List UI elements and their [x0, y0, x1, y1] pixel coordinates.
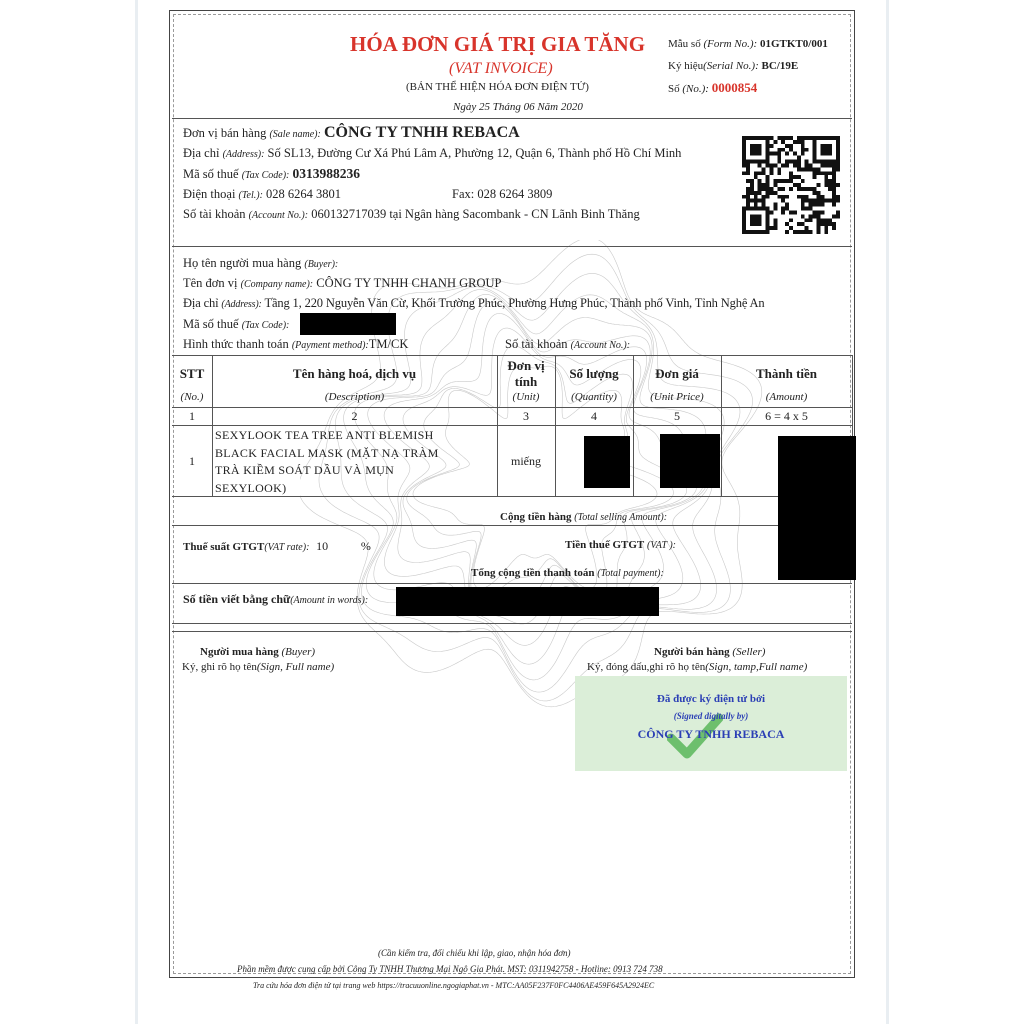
- signed-line1: Đã được ký điện tử bởi: [656, 693, 766, 705]
- buyer-name-row: [183, 256, 338, 271]
- header-stt-en: (No.): [180, 391, 204, 403]
- subtotal-row: [500, 511, 667, 523]
- seller-address-label-en: (Address):: [222, 149, 265, 160]
- table-line: [172, 525, 852, 526]
- item-description: [215, 427, 439, 497]
- subtotal-label: Cộng tiền hàng: [500, 511, 572, 523]
- table-line: [172, 583, 852, 584]
- item-description-line: SEXYLOOK TEA TREE ANTI BLEMISH: [215, 428, 434, 442]
- index-cell: 5: [674, 409, 680, 423]
- seller-tax-label: Mã số thuế: [183, 167, 239, 181]
- seller-name-row: [183, 124, 520, 142]
- seller-fax-row: [452, 187, 552, 202]
- buyer-name-label-en: (Buyer):: [304, 259, 339, 270]
- form-value: 01GTKT0/001: [759, 38, 828, 50]
- seller-account-label: Số tài khoản: [183, 207, 246, 221]
- header-quantity-en: (Quantity): [571, 391, 617, 403]
- redaction-amounts: [778, 436, 856, 580]
- seller-account: 060132717039 tại Ngân hàng Sacombank - CN Lãnh Binh Thăng: [311, 207, 640, 221]
- page-edge-left: [135, 0, 138, 1024]
- invoice-number: [668, 80, 757, 96]
- index-cell: 1: [189, 409, 195, 423]
- item-unit: miếng: [511, 454, 541, 468]
- seller-tax-row: [183, 166, 360, 182]
- seller-fax-label: Fax:: [452, 187, 475, 201]
- seller-signature-title: [654, 646, 765, 658]
- index-cell: 4: [591, 409, 597, 423]
- invoice-date: Ngày 25 Tháng 06 Năm 2020: [453, 101, 583, 113]
- seller-fax: 028 6264 3809: [477, 187, 553, 201]
- header-description: Tên hàng hoá, dịch vụ: [292, 366, 417, 381]
- page-edge-right: [886, 0, 889, 1024]
- seller-signature-label: Người bán hàng: [654, 646, 730, 658]
- seller-address: Số SL13, Đường Cư Xá Phú Lâm A, Phường 12, Quận 6, Thành phố Hồ Chí Minh: [267, 146, 682, 160]
- amount-in-words-label-en: (Amount in words):: [290, 595, 369, 606]
- header-unit-price-en: (Unit Price): [650, 391, 704, 403]
- serial-label: Ký hiệu: [668, 60, 704, 72]
- item-stt: 1: [189, 454, 195, 468]
- buyer-payment: TM/CK: [368, 337, 409, 351]
- seller-signature-instruction-en: (Sign, tamp,Full name): [705, 661, 808, 673]
- number-value: 0000854: [711, 80, 758, 95]
- table-line: [172, 623, 852, 624]
- header-amount: Thành tiền: [755, 366, 818, 381]
- header-amount-en: (Amount): [765, 391, 808, 403]
- total-payment-label: Tổng cộng tiền thanh toán: [471, 567, 595, 579]
- seller-account-label-en: (Account No.):: [248, 210, 309, 221]
- seller-signature-sub: [587, 661, 807, 673]
- divider: [172, 118, 852, 119]
- buyer-address: Tầng 1, 220 Nguyễn Văn Cừ, Khối Trường Phúc, Phường Hưng Phúc, Thành phố Vinh, Tỉnh Nghệ An: [264, 296, 765, 310]
- number-label: Số: [668, 83, 680, 95]
- table-line: [172, 425, 852, 426]
- buyer-address-label: Địa chỉ: [183, 296, 219, 310]
- check-note: (Cần kiểm tra, đối chiếu khi lập, giao, nhận hóa đơn): [378, 948, 571, 958]
- buyer-company-label: Tên đơn vị: [183, 276, 238, 290]
- subtotal-label-en: (Total selling Amount):: [574, 512, 668, 523]
- buyer-address-row: [183, 296, 765, 311]
- lookup-note: Tra cứu hóa đơn điện tử tại trang web https://tracuuonline.ngogiaphat.vn - MTC:AA05F237F0FC4406AE459F645A2924EC: [253, 981, 655, 990]
- buyer-tax-label-en: (Tax Code):: [241, 320, 290, 331]
- item-description-line: SEXYLOOK): [215, 480, 287, 495]
- redaction-quantity: [584, 436, 630, 488]
- buyer-account-label: Số tài khoản: [505, 337, 568, 351]
- buyer-signature-instruction: Ký, ghi rõ họ tên: [182, 661, 257, 673]
- buyer-tax-label: Mã số thuế: [183, 317, 239, 331]
- buyer-company: CÔNG TY TNHH CHANH GROUP: [316, 276, 502, 290]
- vat-rate-value: 10: [316, 539, 329, 553]
- buyer-signature-label-en: (Buyer): [281, 646, 316, 658]
- item-description-line: TRÀ KIỀM SOÁT DẦU VÀ MỤN: [215, 463, 395, 477]
- buyer-account-label-en: (Account No.):: [570, 340, 631, 351]
- seller-phone-label: Điện thoại: [183, 187, 236, 201]
- invoice-title: HÓA ĐƠN GIÁ TRỊ GIA TĂNG: [350, 32, 646, 56]
- seller-name-label: Đơn vị bán hàng: [183, 126, 267, 140]
- seller-phone-row: [183, 187, 341, 202]
- form-number: [668, 38, 828, 50]
- buyer-signature-instruction-en: (Sign, Full name): [256, 661, 335, 673]
- vat-rate-label-en: (VAT rate):: [264, 542, 310, 553]
- header-description-en: (Description): [324, 391, 385, 403]
- redaction-amount-words: [396, 587, 659, 616]
- buyer-signature-title: [200, 646, 315, 658]
- table-top-line: [172, 355, 852, 356]
- buyer-payment-row: [183, 337, 408, 352]
- seller-phone-label-en: (Tel.):: [238, 190, 263, 201]
- seller-name: CÔNG TY TNHH REBACA: [323, 124, 520, 141]
- header-unit-price: Đơn giá: [655, 366, 699, 381]
- header-unit-line2: tính: [514, 374, 538, 389]
- redaction-unit-price: [660, 434, 720, 488]
- seller-tax-label-en: (Tax Code):: [241, 170, 290, 181]
- header-quantity: Số lượng: [569, 366, 619, 381]
- amount-in-words-row: [183, 592, 368, 607]
- seller-phone: 028 6264 3801: [266, 187, 342, 201]
- seller-address-row: [183, 146, 681, 161]
- total-payment-label-en: (Total payment):: [597, 568, 664, 579]
- index-cell: 3: [523, 409, 529, 423]
- digital-signature-box: [575, 676, 847, 771]
- signed-company: CÔNG TY TNHH REBACA: [637, 727, 785, 741]
- vat-amount-row: [565, 539, 676, 551]
- software-provider: Phần mềm được cung cấp bởi Công Ty TNHH Thương Mại Ngô Gia Phát. MST: 0311942758 - Hotline: 0913 724 738: [237, 964, 663, 974]
- buyer-payment-label: Hình thức thanh toán: [183, 337, 289, 351]
- seller-signature-label-en: (Seller): [732, 646, 766, 658]
- buyer-signature-sub: [182, 661, 334, 673]
- number-label-en: (No.):: [682, 83, 709, 95]
- header-unit-en: (Unit): [512, 391, 540, 403]
- table-line: [172, 407, 852, 408]
- serial-value: BC/19E: [761, 60, 799, 72]
- buyer-address-label-en: (Address):: [221, 299, 262, 310]
- seller-address-label: Địa chỉ: [183, 146, 220, 160]
- vat-amount-label: Tiền thuế GTGT: [565, 539, 645, 551]
- serial-number: [668, 60, 798, 72]
- buyer-company-label-en: (Company name):: [240, 279, 314, 290]
- seller-tax-code: 0313988236: [292, 166, 360, 181]
- amount-in-words-label: Số tiền viết bằng chữ: [183, 592, 291, 606]
- signed-line2: (Signed digitally by): [673, 711, 749, 721]
- table-line: [172, 631, 852, 632]
- item-description-line: BLACK FACIAL MASK (MẶT NẠ TRÀM: [215, 445, 439, 460]
- buyer-payment-label-en: (Payment method):: [291, 340, 369, 351]
- header-unit: Đơn vị: [507, 358, 545, 373]
- buyer-account-row: [505, 337, 630, 352]
- index-cell: 2: [351, 409, 358, 423]
- seller-account-row: [183, 207, 640, 222]
- divider: [172, 246, 852, 247]
- invoice-subtitle: (VAT INVOICE): [449, 60, 553, 77]
- seller-signature-instruction: Ký, đóng dấu,ghi rõ họ tên: [587, 661, 706, 673]
- qr-code: [742, 136, 840, 234]
- serial-label-en: (Serial No.):: [703, 60, 759, 72]
- vat-rate-unit: %: [360, 539, 371, 553]
- redaction-buyer-tax: [300, 313, 396, 335]
- buyer-name-label: Họ tên người mua hàng: [183, 256, 302, 270]
- header-stt: STT: [179, 366, 205, 381]
- vat-amount-label-en: (VAT ):: [647, 540, 676, 551]
- form-label: Mẫu số: [668, 38, 701, 50]
- buyer-company-row: [183, 276, 501, 291]
- index-cell: 6 = 4 x 5: [765, 409, 808, 423]
- buyer-tax-row: [183, 317, 289, 332]
- total-payment-row: [471, 567, 664, 579]
- electronic-note: (BẢN THỂ HIỆN HÓA ĐƠN ĐIỆN TỬ): [406, 81, 589, 93]
- form-label-en: (Form No.):: [703, 38, 758, 50]
- vat-rate-row: [183, 539, 371, 554]
- seller-name-label-en: (Sale name):: [269, 129, 321, 140]
- buyer-signature-label: Người mua hàng: [200, 646, 279, 658]
- vat-rate-label: Thuế suất GTGT: [183, 541, 265, 553]
